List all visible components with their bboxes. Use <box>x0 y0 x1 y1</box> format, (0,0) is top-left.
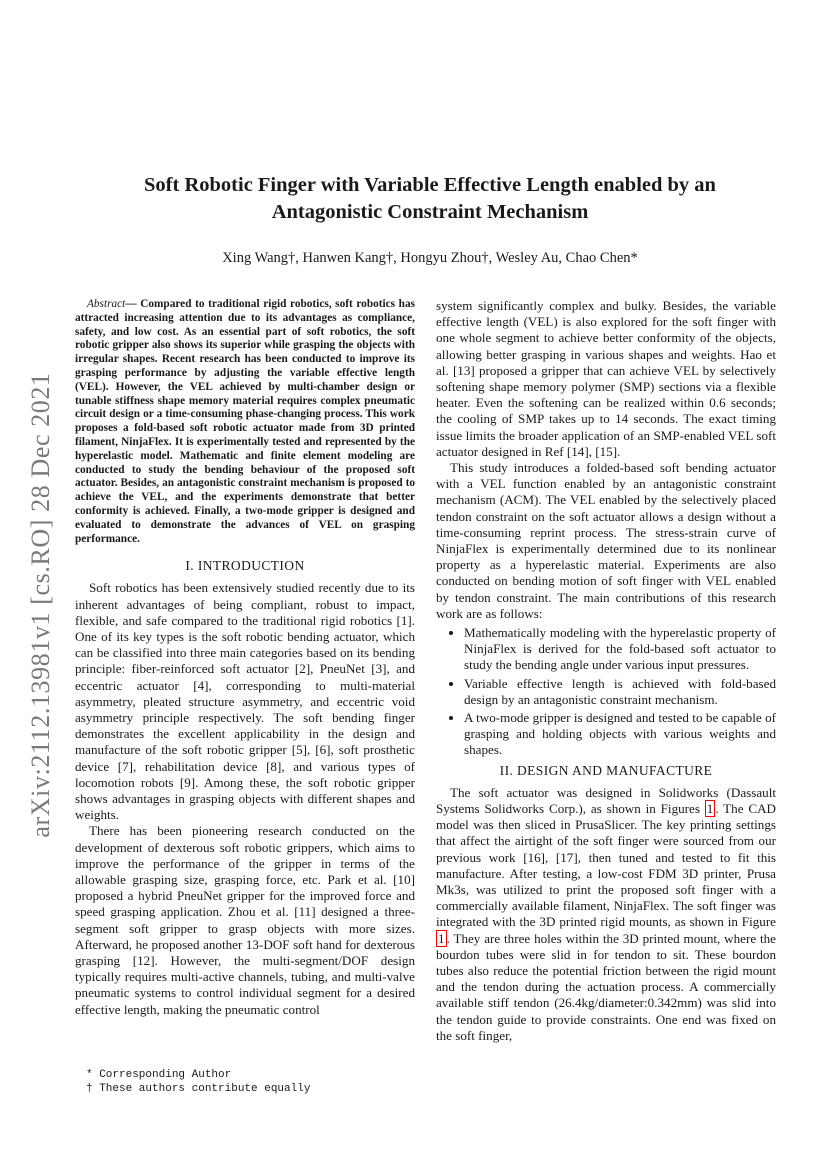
intro-paragraph-2: There has been pioneering research conducted on the development of dexterous soft robotic grippers, which aims to improve the performance of the gripper in terms of the allowable grasping size, grasping force, etc. Park et al. [10] proposed a hybrid PneuNet gripper for the improved force and speed grasping application. Zhou et al. [11] designed a three-segment soft gripper to grasp objects with more sizes. Afterward, he proposed another 13-DOF soft hand for dexterous grasping [12]. However, the multi-segment/DOF design typically requires multi-active channels, tubing, and multi-valve pneumatic systems to control individual segment for a desired effective length, making the pneumatic control <box>75 823 415 1017</box>
intro-paragraph-3: system significantly complex and bulky. Besides, the variable effective length (VEL) is also explored for the soft finger with one whole segment to achieve better conformity of the objects, allowing better grasping in various shapes and weights. Hao et al. [13] proposed a gripper that can achieve VEL by selectively softening shape memory polymer (SMP) sections via a flexible heater. Even the softening can be realized within 0.6 seconds; the cooling of SMP takes up to 14 seconds. The exact timing issue limits the broader application of an SMP-enabled VEL soft actuator designed in Ref [14], [15]. <box>436 298 776 459</box>
abstract-lead: Abstract <box>87 298 126 310</box>
section-heading-introduction: I. INTRODUCTION <box>185 558 305 574</box>
author-list: Xing Wang†, Hanwen Kang†, Hongyu Zhou†, Wesley Au, Chao Chen* <box>222 250 638 266</box>
intro-paragraph-1: Soft robotics has been extensively studied recently due to its inherent advantages of being compliant, robust to impact, flexible, and safe compared to the traditional rigid robotics [1]. One of its key types is the soft robotic bending actuator, which can be classified into three main categories based on its bending principle: fiber-reinforced soft actuator [2], PneuNet [3], and eccentric actuator [4], corresponding to multi-material asymmetry, pleated structure asymmetry, and eccentric void asymmetry principle respectively. The soft bending finger demonstrates the excellent applicability in the design and manufacture of the soft robotic gripper [5], [6], soft prosthetic device [7], rehabilitation device [8], and various types of locomotion robots [9]. Among these, the soft robotic gripper shows advantages in grasping objects with different shapes and weights. <box>75 580 415 823</box>
title-line-2: Antagonistic Constraint Mechanism <box>271 201 589 223</box>
left-column <box>75 298 415 1018</box>
figure-1-link[interactable]: 1 <box>438 930 445 946</box>
arxiv-identifier-text: arXiv:2112.13981v1 [cs.RO] 28 Dec 2021 <box>26 372 55 838</box>
abstract <box>75 298 415 546</box>
contribution-list <box>436 625 776 759</box>
section-heading-design: II. DESIGN AND MANUFACTURE <box>499 762 713 778</box>
abstract-dash: — <box>125 298 141 310</box>
paper-title <box>90 172 770 226</box>
footnote-equal-contribution: † These authors contribute equally <box>86 1083 311 1095</box>
contribution-item: • A two-mode gripper is designed and tested to be capable of grasping and holding objects with various weights and shapes. <box>464 710 776 759</box>
title-line-1: Soft Robotic Finger with Variable Effective Length enabled by an <box>144 174 716 196</box>
footnote-corresponding-author: * Corresponding Author <box>86 1069 232 1081</box>
right-column <box>436 298 776 1044</box>
design-text-part-2: . The CAD model was then sliced in PrusaSlicer. The key printing settings that affect the airtight of the soft finger were sourced from our previous work [16], [17], then tuned and tested to fit this manufacture. After testing, a low-cost FDM 3D printer, Prusa Mk3s, was utilized to print the proposed soft finger with a commercially available filament, NinjaFlex. The soft finger was integrated with the 3D printed rigid mounts, as shown in Figure <box>436 800 777 930</box>
abstract-text: Compared to traditional rigid robotics, soft robotics has attracted increasing attention due to its advantages as compliance, safety, and low cost. As an essential part of soft robotics, the soft robotic gripper also shows its superior while grasping the objects with irregular shapes. Recent research has been conducted to improve its grasping performance by adjusting the variable effective length (VEL). However, the VEL achieved by multi-chamber design or tunable stiffness shape memory material requires complex pneumatic circuit design or a time-consuming phase-changing process. This work proposes a fold-based soft robotic actuator made from 3D printed filament, NinjaFlex. It is experimentally tested and represented by the hyperelastic model. Mathematic and finite element modeling are conducted to study the bending behaviour of the proposed soft actuator. Besides, an antagonistic constraint mechanism is proposed to achieve the VEL, and the experiments demonstrate that better conformity is achieved. Finally, a two-mode gripper is designed and evaluated to demonstrate the advances of VEL on grasping performance. <box>75 298 415 545</box>
design-text-part-3: . They are three holes within the 3D printed mount, where the bourdon tubes were slid in for tendon to sit. These bourdon tubes also reduce the potential friction between the rigid mount and the tendon during the actuation process. A commercially available stiff tendon (26.4kg/diameter:0.342mm) was slid into the tendon guide to provide constraints. One end was fixed on the soft finger, <box>436 930 776 1043</box>
footnotes <box>86 1068 416 1096</box>
design-text-part-1: The soft actuator was designed in Solidworks (Dassault Systems Solidworks Corp.), as shown in Figures <box>436 784 776 816</box>
design-paragraph-1 <box>436 785 776 1044</box>
arxiv-identifier-stamp <box>24 360 58 850</box>
contribution-item: • Variable effective length is achieved with fold-based design by an antagonistic constraint mechanism. <box>464 676 776 708</box>
contribution-item: • Mathematically modeling with the hyperelastic property of NinjaFlex is derived for the fold-based soft actuator to study the bending angle under various input pressures. <box>464 625 776 674</box>
intro-paragraph-4: This study introduces a folded-based soft bending actuator with a VEL function enabled by an antagonistic constraint mechanism (ACM). The VEL enabled by the selectively placed tendon constraint on the soft actuator allows a design without a time-consuming reprint process. The stress-strain curve of NinjaFlex is experimentally determined due to its nonlinear property as a hyperelastic material. Experiments are also conducted on bending motion of soft finger with VEL enabled by tendon constraint. The main contributions of this research work are as follows: <box>436 460 776 621</box>
figure-1-link[interactable]: 1 <box>706 800 714 816</box>
